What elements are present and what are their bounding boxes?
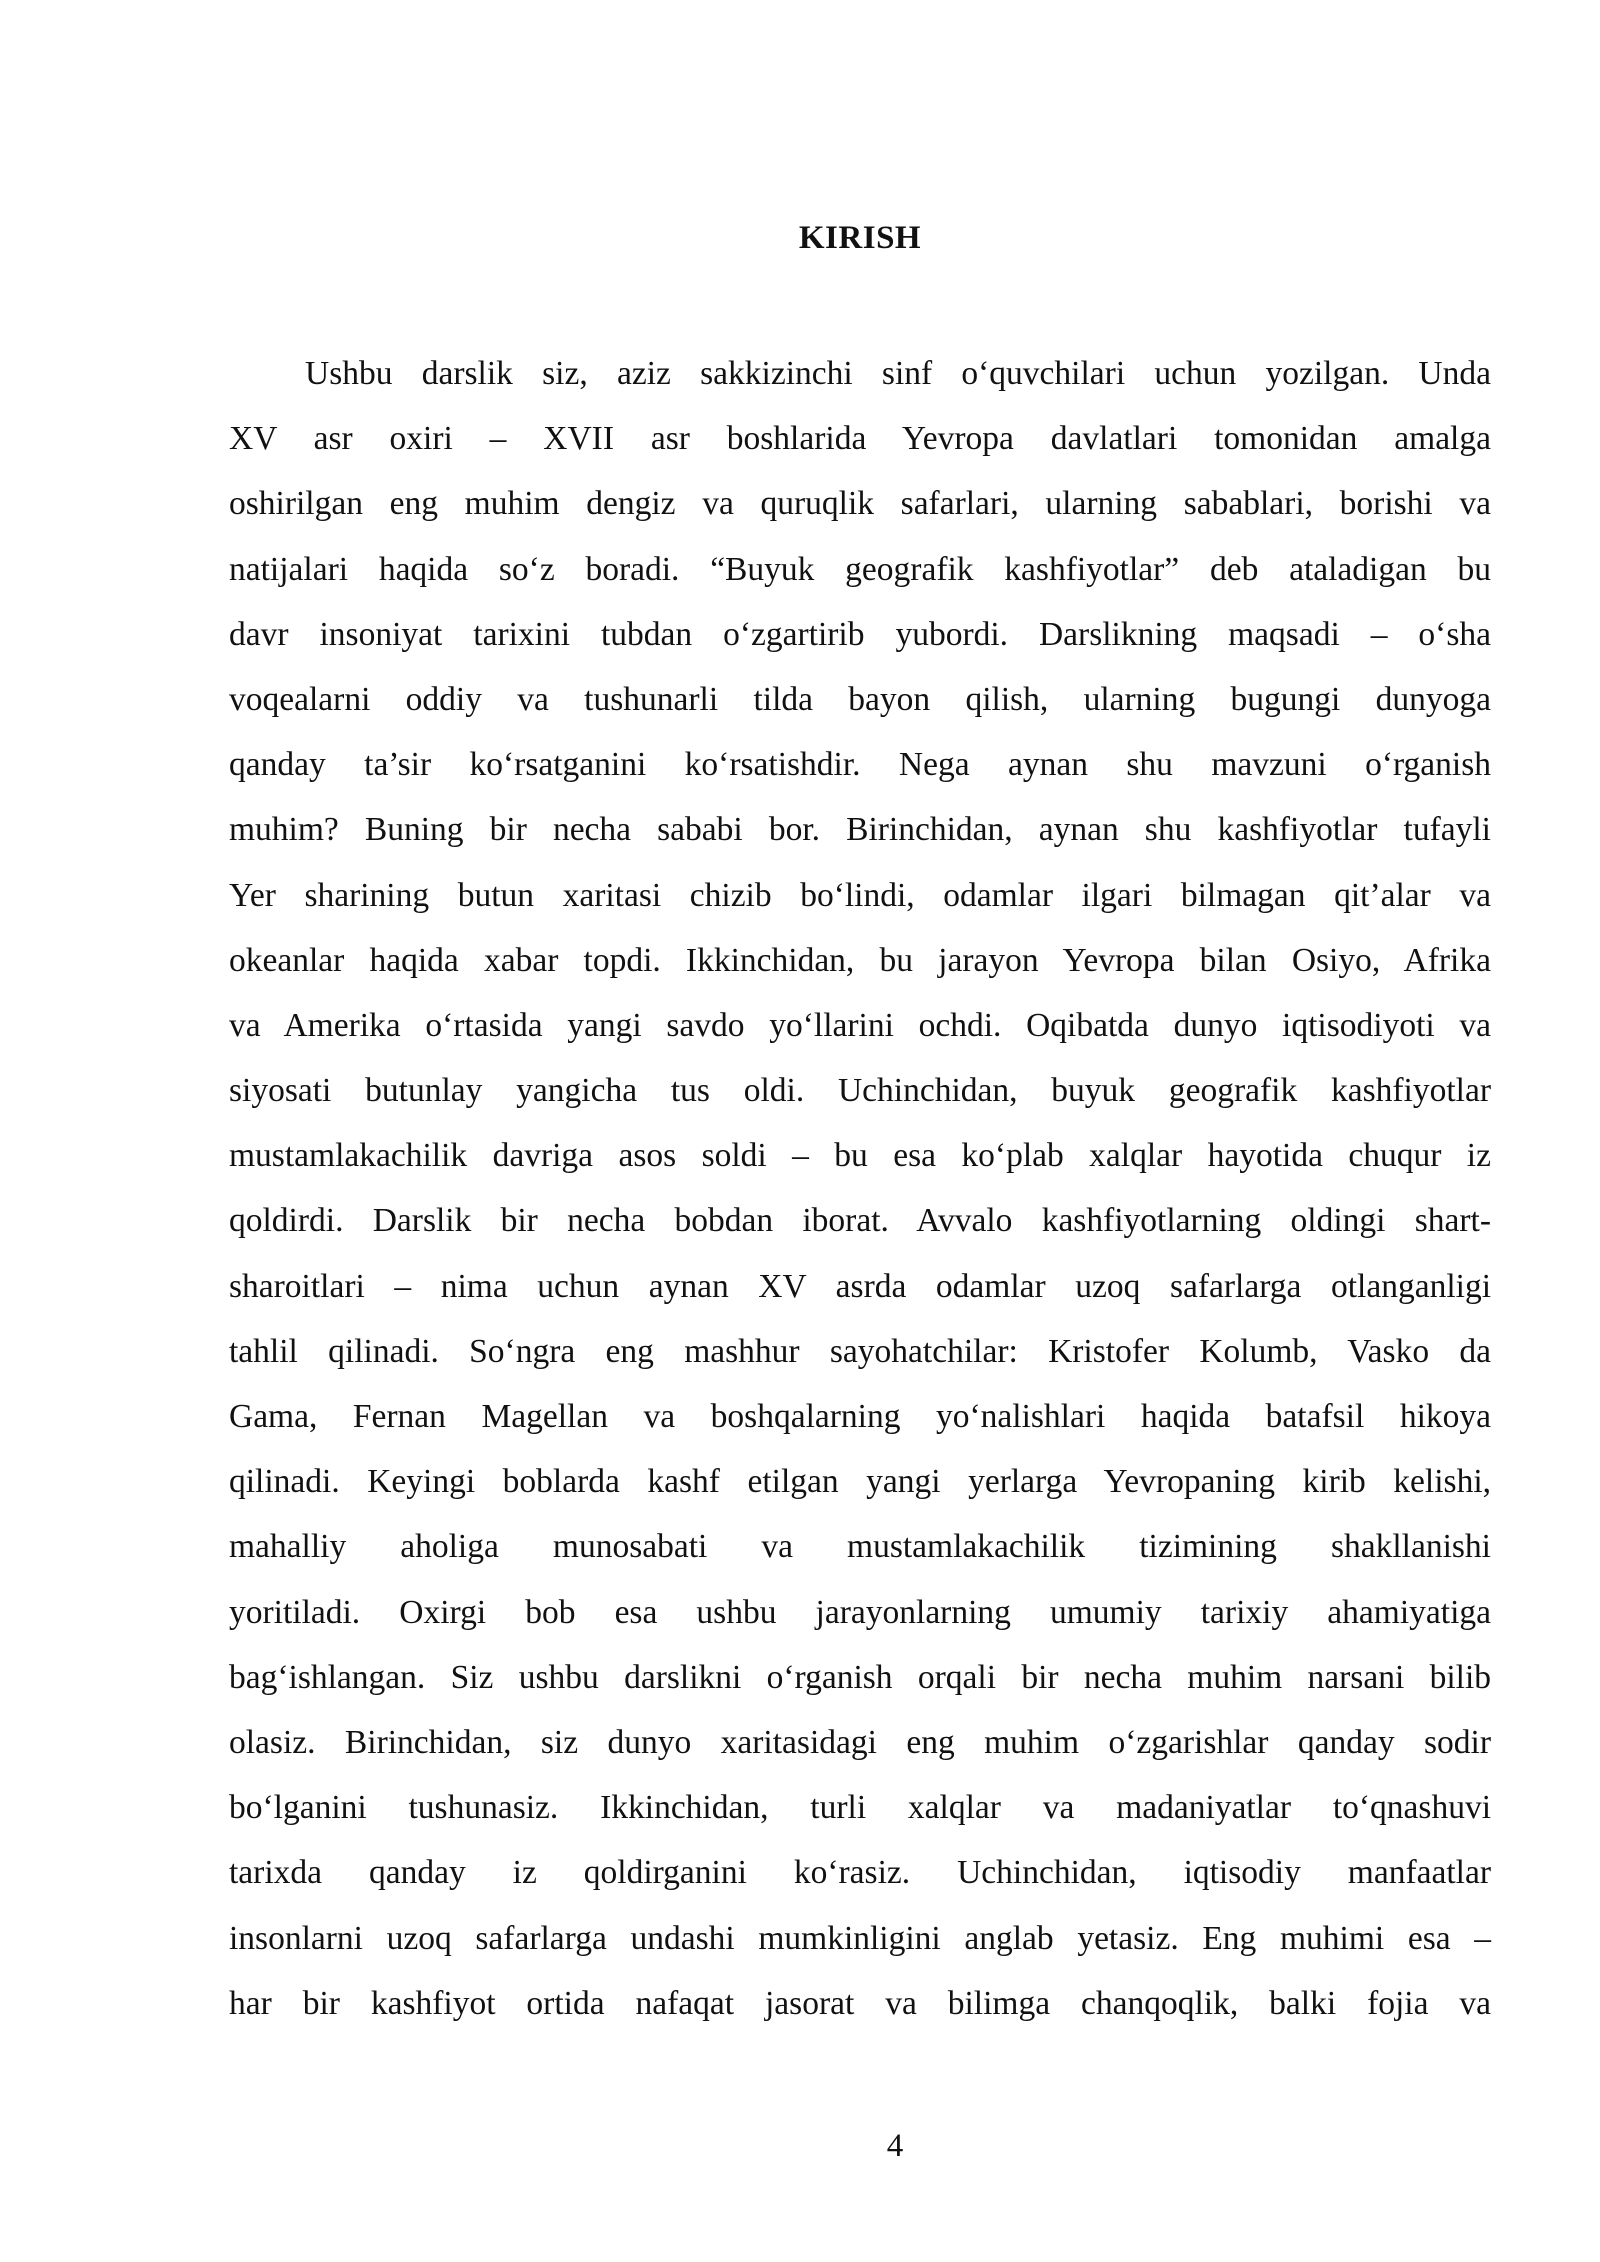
- text-line: qanday ta’sir ko‘rsatganini ko‘rsatishdir. Nega aynan shu mavzuni o‘rganish: [229, 746, 1491, 784]
- text-line: voqealarni oddiy va tushunarli tilda bayon qilish, ularning bugungi dunyoga: [229, 680, 1491, 718]
- body-paragraph: [229, 341, 1491, 2036]
- text-line: XV asr oxiri – XVII asr boshlarida Yevropa davlatlari tomonidan amalga: [229, 420, 1491, 458]
- text-line: siyosati butunlay yangicha tus oldi. Uchinchidan, buyuk geografik kashfiyotlar: [229, 1072, 1491, 1110]
- text-line: mahalliy aholiga munosabati va mustamlakachilik tizimining shakllanishi: [229, 1528, 1491, 1566]
- text-line: natijalari haqida so‘z boradi. “Buyuk geografik kashfiyotlar” deb ataladigan bu: [229, 550, 1491, 588]
- text-line: Yer sharining butun xaritasi chizib bo‘lindi, odamlar ilgari bilmagan qit’alar va: [229, 876, 1491, 914]
- text-line: qoldirdi. Darslik bir necha bobdan iborat. Avvalo kashfiyotlarning oldingi shart-: [229, 1202, 1491, 1240]
- page-title: KIRISH: [798, 220, 922, 256]
- text-line: tarixda qanday iz qoldirganini ko‘rasiz. Uchinchidan, iqtisodiy manfaatlar: [229, 1854, 1491, 1892]
- text-line: yoritiladi. Oxirgi bob esa ushbu jarayonlarning umumiy tarixiy ahamiyatiga: [229, 1593, 1491, 1631]
- text-line: davr insoniyat tarixini tubdan o‘zgartirib yubordi. Darslikning maqsadi – o‘sha: [229, 615, 1491, 653]
- text-line: bag‘ishlangan. Siz ushbu darslikni o‘rganish orqali bir necha muhim narsani bilib: [229, 1658, 1491, 1696]
- text-line: oshirilgan eng muhim dengiz va quruqlik safarlari, ularning sabablari, borishi va: [229, 485, 1491, 523]
- text-line: va Amerika o‘rtasida yangi savdo yo‘llarini ochdi. Oqibatda dunyo iqtisodiyoti va: [229, 1006, 1491, 1044]
- text-line: tahlil qilinadi. So‘ngra eng mashhur sayohatchilar: Kristofer Kolumb, Vasko da: [229, 1332, 1491, 1370]
- page-number: 4: [886, 2128, 904, 2164]
- text-line: Ushbu darslik siz, aziz sakkizinchi sinf o‘quvchilari uchun yozilgan. Unda: [305, 355, 1491, 392]
- text-line: bo‘lganini tushunasiz. Ikkinchidan, turli xalqlar va madaniyatlar to‘qnashuvi: [229, 1789, 1491, 1827]
- text-line: olasiz. Birinchidan, siz dunyo xaritasidagi eng muhim o‘zgarishlar qanday sodir: [229, 1723, 1491, 1761]
- text-line: qilinadi. Keyingi boblarda kashf etilgan yangi yerlarga Yevropaning kirib kelishi,: [229, 1463, 1491, 1501]
- text-line: muhim? Buning bir necha sababi bor. Birinchidan, aynan shu kashfiyotlar tufayli: [229, 811, 1491, 849]
- text-line: mustamlakachilik davriga asos soldi – bu esa ko‘plab xalqlar hayotida chuqur iz: [229, 1137, 1491, 1175]
- text-line: sharoitlari – nima uchun aynan XV asrda odamlar uzoq safarlarga otlanganligi: [229, 1267, 1491, 1305]
- text-line: har bir kashfiyot ortida nafaqat jasorat va bilimga chanqoqlik, balki fojia va: [229, 1984, 1491, 2022]
- text-line: insonlarni uzoq safarlarga undashi mumkinligini anglab yetasiz. Eng muhimi esa –: [229, 1919, 1491, 1957]
- text-line: Gama, Fernan Magellan va boshqalarning yo‘nalishlari haqida batafsil hikoya: [229, 1398, 1491, 1435]
- text-line: okeanlar haqida xabar topdi. Ikkinchidan, bu jarayon Yevropa bilan Osiyo, Afrika: [229, 941, 1491, 979]
